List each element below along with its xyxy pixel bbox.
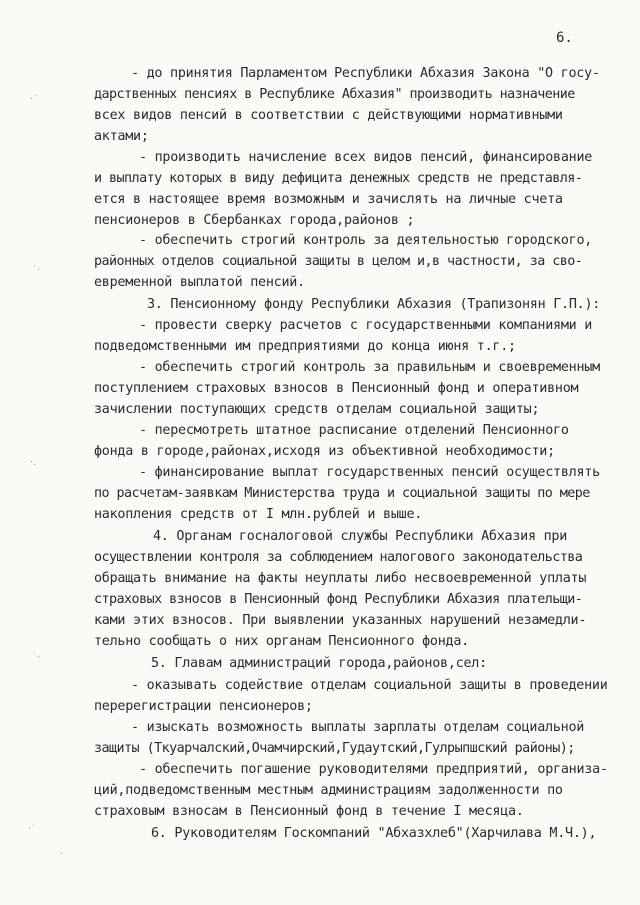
text-line: тельно сообщать о них органам Пенсионного фонда. — [94, 634, 469, 649]
text-line: накопления средств от I млн.рублей и выше. — [94, 507, 423, 522]
text-line: - изыскать возможность выплаты зарплаты отделам социальной — [131, 720, 585, 735]
text-line: - провести сверку расчетов с государственными компаниями и — [139, 318, 593, 333]
text-line: 5. Главам администраций города,районов,сел: — [151, 656, 487, 671]
text-line: - финансирование выплат государственных пенсий осуществлять — [139, 465, 600, 480]
text-line: - пересмотреть штатное расписание отделений Пенсионного — [139, 423, 569, 438]
text-line: 6. Руководителям Госкомпаний "Абхазхлеб"(Харчилава М.Ч.), — [151, 826, 597, 841]
text-line: зачислении поступающих средств отделам социальной защиты; — [94, 402, 540, 417]
text-line: пенсионеров в Сбербанках города,районов ; — [94, 213, 415, 228]
text-line: актами; — [94, 129, 149, 144]
text-line: ется в настоящее время возможным и зачислять на личные счета — [94, 192, 563, 207]
text-line: фонда в городе,районах,исходя из объективной необходимости; — [94, 444, 555, 459]
text-line: районных отделов социальной защиты в целом и,в частности, за сво- — [94, 254, 583, 269]
text-line: ками этих взносов. При выявлении указанных нарушений незамедли- — [94, 613, 587, 628]
text-line: - обеспечить погашение руководителями предприятий, организа- — [139, 762, 608, 777]
text-line: обращать внимание на факты неуплаты либо несвоевременной уплаты — [94, 571, 587, 586]
text-line: дарственных пенсиях в Республике Абхазия" производить назначение — [94, 87, 575, 102]
text-line: 4. Органам госналоговой службы Республики Абхазия при — [153, 529, 568, 544]
scan-speck: ˙· — [32, 652, 41, 663]
text-line: подведомственными им предприятиями до конца июня т.г.; — [94, 339, 516, 354]
text-line: - производить начисление всех видов пенсий, финансирование — [139, 150, 593, 165]
text-line: осуществлении контроля за соблюдением налогового законодательства — [94, 550, 583, 565]
text-line: поступлением страховых взносов в Пенсионный фонд и оперативном — [94, 381, 579, 396]
text-line: всех видов пенсий в соответствии с действующими нормативными — [94, 108, 563, 123]
text-line: - оказывать содействие отделам социальной защиты в проведении — [131, 678, 608, 693]
scan-speck: ·. — [30, 457, 37, 468]
scan-speck: ·˙ — [28, 824, 37, 835]
text-line: - обеспечить строгий контроль за правильным и своевременным — [139, 360, 600, 375]
text-line: - до принятия Парламентом Республики Абхазия Закона "О госу- — [131, 66, 600, 81]
text-line: евременной выплатой пенсий. — [94, 275, 305, 290]
text-line: страховых взносов в Пенсионный фонд Республики Абхазия плательщи- — [94, 592, 583, 607]
text-line: страховым взносам в Пенсионный фонд в течение I месяца. — [94, 804, 524, 819]
text-line: - обеспечить строгий контроль за деятельностью городского, — [139, 233, 593, 248]
text-line: ций,подведомственным местным администрациям задолженности по — [94, 783, 563, 798]
text-line: защиты (Ткуарчалский,Очамчирский,Гудаутский,Гулрыпшский районы); — [94, 741, 575, 756]
scan-speck: . — [60, 846, 64, 857]
text-line: перерегистрации пенсионеров; — [94, 699, 313, 714]
text-line: 3. Пенсионному фонду Республики Абхазия (Трапизонян Г.П.): — [147, 297, 601, 312]
text-line: и выплату которых в виду дефицита денежных средств не представля- — [94, 171, 583, 186]
scan-speck: ˙· — [32, 265, 41, 276]
page-number: 6. — [556, 30, 573, 46]
scan-speck: ·˙ — [30, 94, 39, 105]
text-line: по расчетам-заявкам Министерства труда и социальной защиты по мере — [94, 486, 590, 501]
